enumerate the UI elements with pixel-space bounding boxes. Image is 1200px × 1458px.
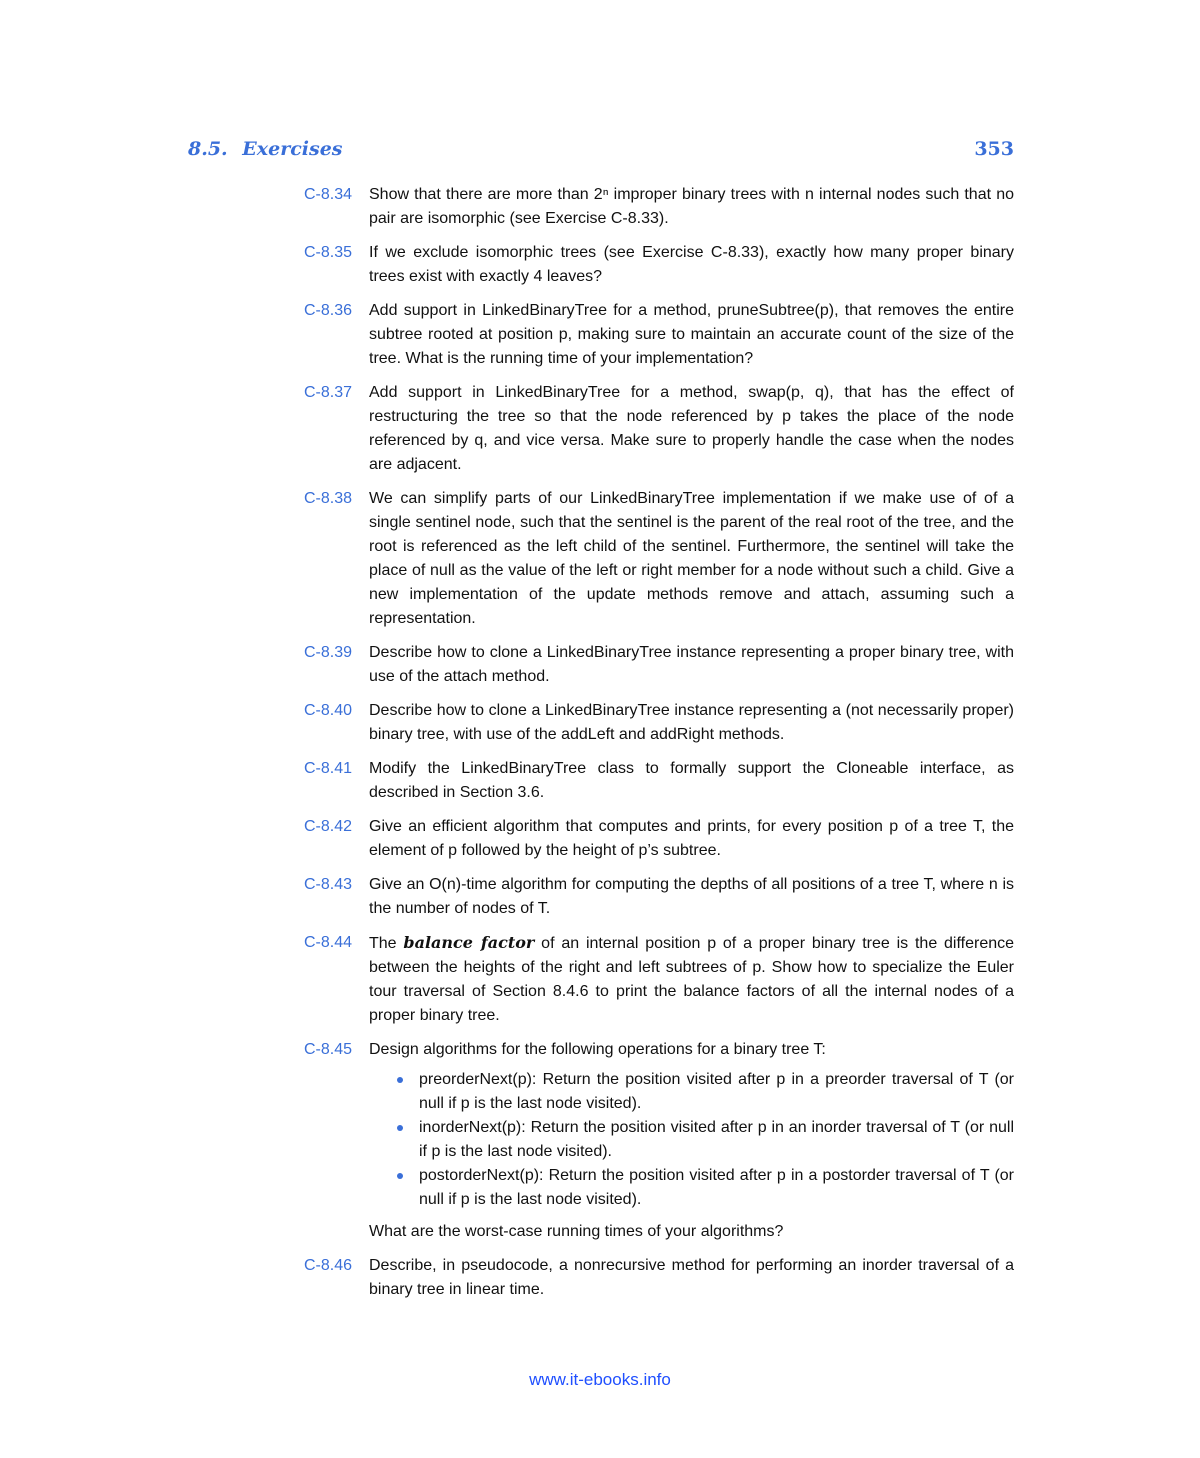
- section-title: Exercises: [242, 138, 343, 160]
- exercise-text: [369, 931, 1014, 1028]
- exercise-text: If we exclude isomorphic trees (see Exercise C-8.33), exactly how many proper binary trees exist with exactly 4 leaves?: [369, 244, 1014, 285]
- section-number: 8.5.: [188, 138, 228, 160]
- bullet-icon: [397, 1125, 403, 1131]
- exercise-text-lead: The: [369, 935, 404, 952]
- exercise-label: C-8.39: [304, 644, 353, 661]
- running-head: [188, 138, 1014, 168]
- exercise-item: [300, 487, 1014, 631]
- exercise-label: C-8.34: [304, 186, 353, 203]
- exercise-item: [300, 931, 1014, 1028]
- operation-list: [369, 1068, 1014, 1212]
- list-item-text: postorderNext(p): Return the position visited after p in a postorder traversal of T (or null if p is the last node visited).: [419, 1167, 1014, 1208]
- exercise-list: [300, 183, 1014, 1312]
- footer-link[interactable]: www.it-ebooks.info: [529, 1370, 671, 1389]
- page-number: 353: [974, 138, 1014, 160]
- exercise-text: Describe, in pseudocode, a nonrecursive method for performing an inorder traversal of a binary tree in linear time.: [369, 1257, 1014, 1298]
- exercise-item: [300, 699, 1014, 747]
- exercise-label: C-8.35: [304, 244, 353, 261]
- exercise-label: C-8.42: [304, 818, 353, 835]
- exercise-text: Add support in LinkedBinaryTree for a method, swap(p, q), that has the effect of restructuring the tree so that the node referenced by p takes the place of the node referenced by q, and vice versa. Make sure to properly handle the case when the nodes are adjacent.: [369, 384, 1014, 473]
- bullet-icon: [397, 1173, 403, 1179]
- section-heading: [188, 138, 342, 160]
- exercise-text: Give an O(n)-time algorithm for computing the depths of all positions of a tree T, where n is the number of nodes of T.: [369, 876, 1014, 917]
- exercise-item: [300, 381, 1014, 477]
- list-item-text: inorderNext(p): Return the position visited after p in an inorder traversal of T (or null if p is the last node visited).: [419, 1119, 1014, 1160]
- exercise-item: [300, 757, 1014, 805]
- exercise-item: [300, 299, 1014, 371]
- list-item-text: preorderNext(p): Return the position visited after p in a preorder traversal of T (or null if p is the last node visited).: [419, 1071, 1014, 1112]
- exercise-text-rest: of an internal position p of a proper binary tree is the difference between the heights of the right and left subtrees of p. Show how to specialize the Euler tour traversal of Section 8.4.6 to print the balance factors of all the internal nodes of a proper binary tree.: [369, 935, 1015, 1024]
- exercise-label: C-8.41: [304, 760, 353, 777]
- bullet-icon: [397, 1077, 403, 1083]
- defined-term: balance factor: [403, 933, 535, 952]
- exercise-item: [300, 815, 1014, 863]
- exercise-label: C-8.37: [304, 384, 353, 401]
- exercise-label: C-8.46: [304, 1257, 353, 1274]
- exercise-item: [300, 873, 1014, 921]
- exercise-text: Design algorithms for the following operations for a binary tree T:: [369, 1041, 826, 1058]
- list-item: [369, 1164, 1014, 1212]
- exercise-item: [300, 241, 1014, 289]
- exercise-item: [300, 1254, 1014, 1302]
- exercise-label: C-8.38: [304, 490, 353, 507]
- exercise-text: Give an efficient algorithm that computes and prints, for every position p of a tree T, the element of p followed by the height of p’s subtree.: [369, 818, 1014, 859]
- exercise-item: [300, 1038, 1014, 1244]
- exercise-text: Describe how to clone a LinkedBinaryTree instance representing a proper binary tree, with use of the attach method.: [369, 644, 1014, 685]
- list-item: [369, 1068, 1014, 1116]
- exercise-text: Show that there are more than 2ⁿ improper binary trees with n internal nodes such that no pair are isomorphic (see Exercise C-8.33).: [369, 186, 1014, 227]
- exercise-label: C-8.44: [304, 934, 353, 951]
- exercise-text: Describe how to clone a LinkedBinaryTree instance representing a (not necessarily proper) binary tree, with use of the addLeft and addRight methods.: [369, 702, 1014, 743]
- exercise-item: [300, 183, 1014, 231]
- exercise-text: Add support in LinkedBinaryTree for a method, pruneSubtree(p), that removes the entire subtree rooted at position p, making sure to maintain an accurate count of the size of the tree. What is the running time of your implementation?: [369, 302, 1014, 367]
- exercise-item: [300, 641, 1014, 689]
- exercise-text: Modify the LinkedBinaryTree class to formally support the Cloneable interface, as described in Section 3.6.: [369, 760, 1014, 801]
- exercise-label: C-8.45: [304, 1041, 353, 1058]
- exercise-label: C-8.40: [304, 702, 353, 719]
- exercise-label: C-8.36: [304, 302, 353, 319]
- exercise-followup: What are the worst-case running times of your algorithms?: [369, 1223, 784, 1240]
- exercise-label: C-8.43: [304, 876, 353, 893]
- list-item: [369, 1116, 1014, 1164]
- exercise-text: We can simplify parts of our LinkedBinaryTree implementation if we make use of of a single sentinel node, such that the sentinel is the parent of the real root of the tree, and the root is referenced as the left child of the sentinel. Furthermore, the sentinel will take the place of null as the value of the left or right member for a node without such a child. Give a new implementation of the update methods remove and attach, assuming such a representation.: [369, 490, 1014, 627]
